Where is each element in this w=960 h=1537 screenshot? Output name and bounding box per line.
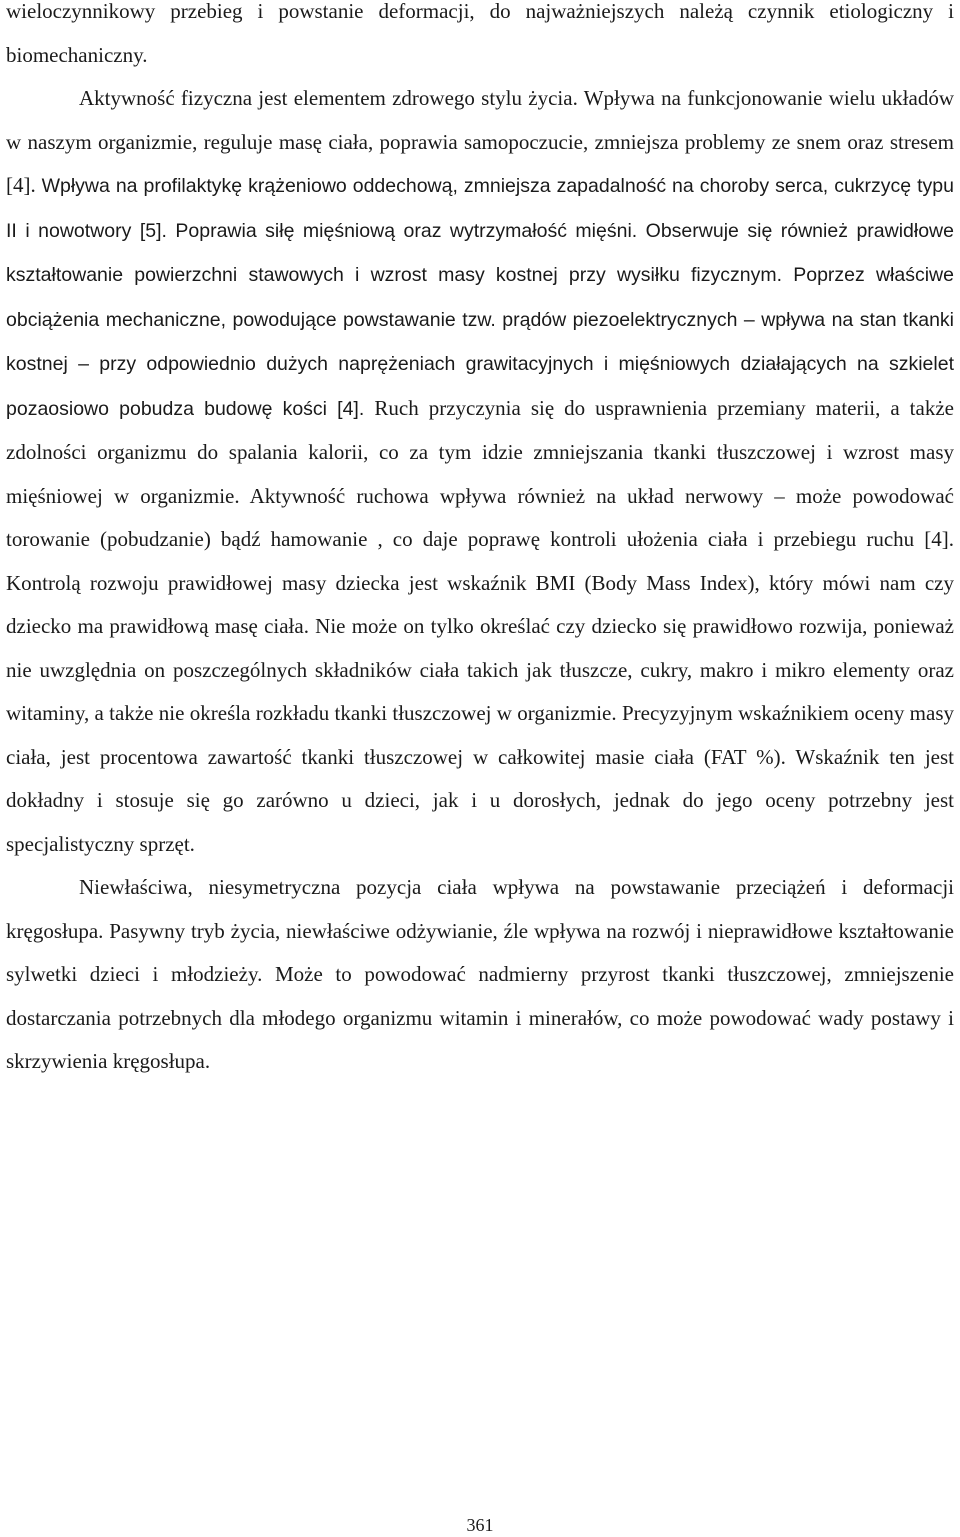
paragraph-2	[6, 77, 954, 866]
paragraph-1	[6, 0, 954, 77]
paragraph-3-text: Niewłaściwa, niesymetryczna pozycja ciała wpływa na powstawanie przeciążeń i deformacji kręgosłupa. Pasywny tryb życia, niewłaściwe odżywianie, źle wpływa na rozwój i nieprawidłowe kształtowanie sylwetki dzieci i młodzieży. Może to powodować nadmierny przyrost tkanki tłuszczowej, zmniejszenie dostarczania potrzebnych dla młodego organizmu witamin i minerałów, co może powodować wady postawy i skrzywienia kręgosłupa.	[6, 875, 954, 1073]
paragraph-1-text: wieloczynnikowy przebieg i powstanie deformacji, do najważniejszych należą czynnik etiologiczny i biomechaniczny.	[6, 0, 954, 67]
paragraph-3	[6, 866, 954, 1084]
document-body	[6, 0, 954, 1084]
paragraph-2-text-sans: Wpływa na profilaktykę krążeniowo oddechową, zmniejsza zapadalność na choroby serca, cukrzycę typu II i nowotwory [5]. Poprawia siłę mięśniową oraz wytrzymałość mięśni. Obserwuje się również prawidłowe kształtowanie powierzchni stawowych i wzrost masy kostnej przy wysiłku fizycznym. Poprzez właściwe obciążenia mechaniczne, powodujące powstawanie tzw. prądów piezoelektrycznych – wpływa na stan tkanki kostnej – przy odpowiednio dużych naprężeniach grawitacyjnych i mięśniowych działających na szkielet pozaosiowo pobudza budowę kości [4].	[6, 175, 954, 420]
paragraph-2-text-serif-b: Ruch przyczynia się do usprawnienia przemiany materii, a także zdolności organizmu do spalania kalorii, co za tym idzie zmniejszania tkanki tłuszczowej i wzrost masy mięśniowej w organizmie. Aktywność ruchowa wpływa również na układ nerwowy – może powodować torowanie (pobudzanie) bądź hamowanie , co daje poprawę kontroli ułożenia ciała i przebiegu ruchu [4]. Kontrolą rozwoju prawidłowej masy dziecka jest wskaźnik BMI (Body Mass Index), który mówi nam czy dziecko ma prawidłową masę ciała. Nie może on tylko określać czy dziecko się prawidłowo rozwija, ponieważ nie uwzględnia on poszczególnych składników ciała takich jak tłuszcze, cukry, makro i mikro elementy oraz witaminy, a także nie określa rozkładu tkanki tłuszczowej w organizmie. Precyzyjnym wskaźnikiem oceny masy ciała, jest procentowa zawartość tkanki tłuszczowej w całkowitej masie ciała (FAT %). Wskaźnik ten jest dokładny i stosuje się go zarówno u dzieci, jak i u dorosłych, jednak do jego oceny potrzebny jest specjalistyczny sprzęt.	[6, 395, 954, 856]
page-number: 361	[466, 1515, 494, 1535]
paragraph-2-text-serif-a: Aktywność fizyczna jest elementem zdrowego stylu życia. Wpływa na funkcjonowanie wielu układów w naszym organizmie, reguluje masę ciała, poprawia samopoczucie, zmniejsza problemy ze snem oraz stresem [4].	[6, 86, 954, 197]
